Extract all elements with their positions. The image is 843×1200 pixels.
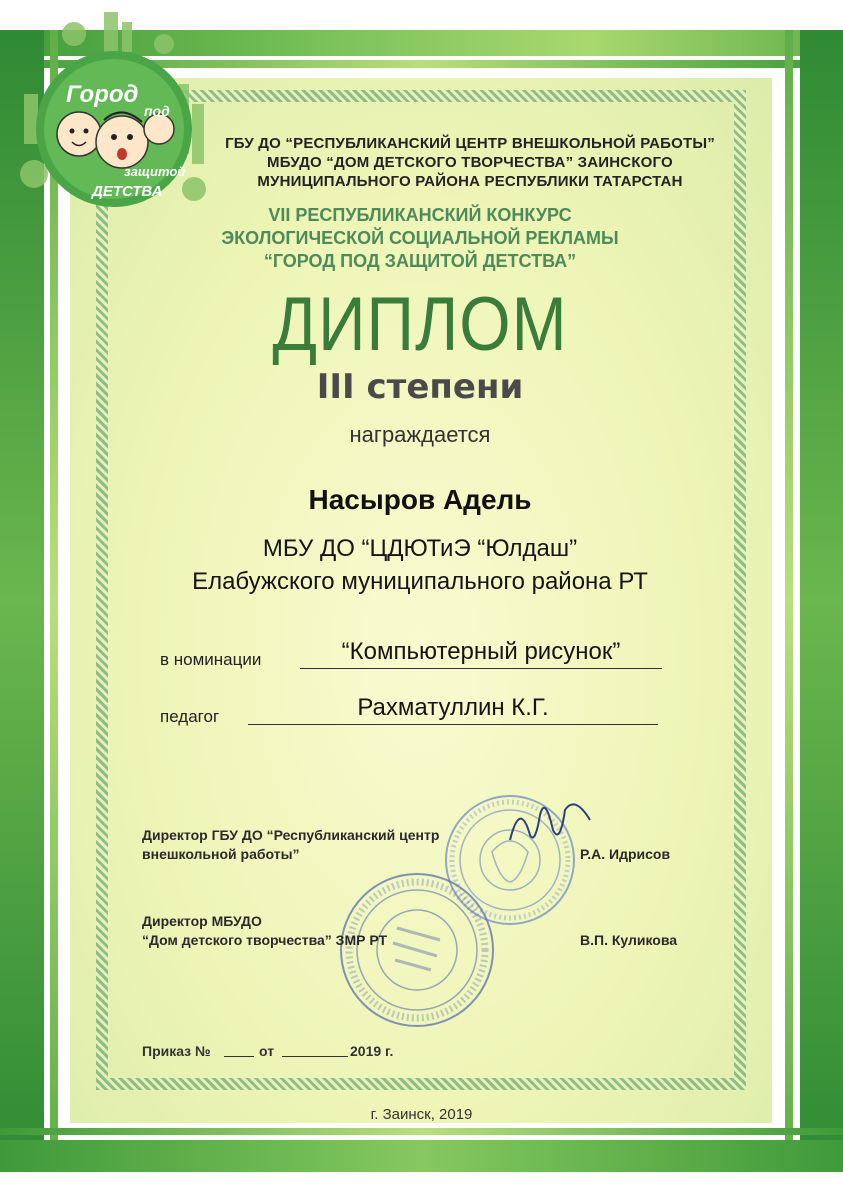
organizer-line-2: МБУДО “ДОМ ДЕТСКОГО ТВОРЧЕСТВА” ЗАИНСКОГО — [267, 154, 673, 171]
recipient-school-line-2: Елабужского муниципального района РТ — [192, 568, 648, 595]
signatory-1-name: Р.А. Идрисов — [580, 846, 671, 862]
order-from: от — [259, 1043, 275, 1059]
frame-bottom-thin-band — [0, 1128, 843, 1135]
nomination-underline — [300, 668, 662, 669]
logo-text-1: Город — [66, 81, 139, 108]
order-year: 2019 г. — [350, 1043, 394, 1059]
city-year: г. Заинск, 2019 — [370, 1106, 473, 1123]
logo-text-4: ДЕТСТВА — [92, 183, 163, 200]
order-prefix: Приказ № — [142, 1043, 211, 1059]
order-number-line — [224, 1056, 254, 1057]
signatory-1-title-line-1: Директор ГБУ ДО “Республиканский центр — [142, 827, 440, 843]
nomination-value: “Компьютерный рисунок” — [341, 638, 621, 665]
contest-line-3: “ГОРОД ПОД ЗАЩИТОЙ ДЕТСТВА” — [263, 251, 577, 271]
organizer-line-3: МУНИЦИПАЛЬНОГО РАЙОНА РЕСПУБЛИКИ ТАТАРСТАН — [257, 173, 683, 190]
teacher-value: Рахматуллин К.Г. — [357, 694, 549, 721]
awarded-text: награждается — [349, 422, 491, 447]
teacher-underline — [248, 724, 658, 725]
contest-logo — [4, 4, 224, 234]
seal-stamp-2 — [335, 868, 500, 1033]
logo-text-2: под — [144, 103, 170, 119]
signatory-2-name: В.П. Куликова — [580, 932, 678, 948]
teacher-label: педагог — [160, 707, 220, 726]
diploma-degree: III степени — [316, 367, 524, 407]
director-signature — [505, 790, 595, 850]
order-date-line — [282, 1056, 348, 1057]
contest-line-1: VII РЕСПУБЛИКАНСКИЙ КОНКУРС — [268, 205, 572, 225]
signatory-2-title-line-1: Директор МБУДО — [142, 913, 262, 929]
recipient-name: Насыров Адель — [308, 484, 532, 515]
signatory-2-title-line-2: “Дом детского творчества” ЗМР РТ — [142, 932, 388, 948]
nomination-label: в номинации — [160, 650, 262, 669]
organizer-line-1: ГБУ ДО “РЕСПУБЛИКАНСКИЙ ЦЕНТР ВНЕШКОЛЬНОЙ РАБОТЫ” — [225, 135, 715, 152]
contest-line-2: ЭКОЛОГИЧЕСКОЙ СОЦИАЛЬНОЙ РЕКЛАМЫ — [221, 228, 619, 248]
recipient-school-line-1: МБУ ДО “ЦДЮТиЭ “Юлдаш” — [262, 535, 578, 562]
diploma-title: ДИПЛОМ — [272, 281, 568, 367]
frame-right-thin-band — [785, 30, 793, 1172]
signatory-1-title-line-2: внешкольной работы” — [142, 846, 300, 862]
logo-text-3: защитой — [124, 164, 186, 179]
frame-right-band — [800, 30, 843, 1172]
frame-bottom-band — [0, 1140, 843, 1172]
